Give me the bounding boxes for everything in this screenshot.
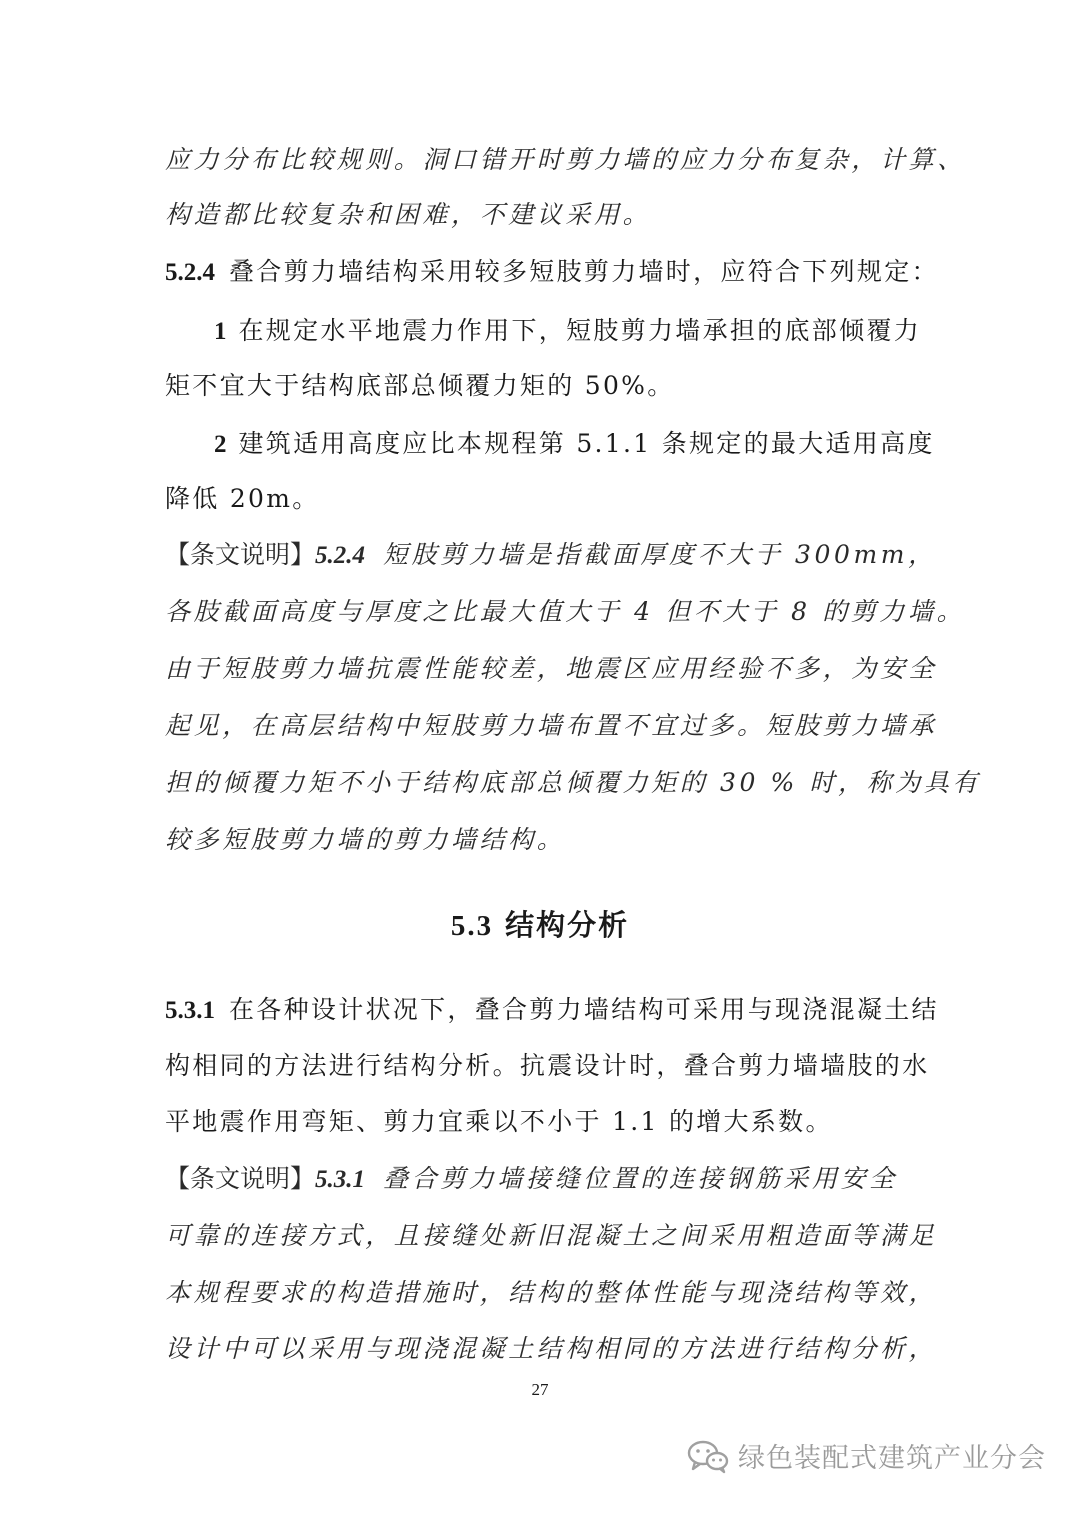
commentary-text: 短肢剪力墙是指截面厚度不大于 300mm， — [383, 540, 937, 569]
page-number: 27 — [531, 1380, 549, 1399]
commentary-text: 叠合剪力墙接缝位置的连接钢筋采用安全 — [383, 1164, 898, 1193]
section-title: 结构分析 — [505, 908, 630, 942]
commentary-line: 由于短肢剪力墙抗震性能较差，地震区应用经验不多，为安全 — [165, 654, 938, 683]
section-heading — [0, 903, 1080, 944]
commentary-line: 各肢截面高度与厚度之比最大值大于 4 但不大于 8 的剪力墙。 — [165, 597, 966, 626]
clause-number: 5.2.4 — [165, 259, 215, 286]
section-number: 5.3 — [450, 910, 494, 942]
clause-text: 在各种设计状况下，叠合剪力墙结构可采用与现浇混凝土结 — [229, 995, 939, 1024]
clause-5-2-4 — [165, 257, 939, 288]
item-text: 建筑适用高度应比本规程第 5.1.1 条规定的最大适用高度 — [238, 429, 935, 458]
commentary-line: 构造都比较复杂和困难，不建议采用。 — [165, 200, 652, 229]
commentary-number: 5.2.4 — [315, 542, 366, 569]
commentary-line: 设计中可以采用与现浇混凝土结构相同的方法进行结构分析， — [165, 1334, 938, 1363]
commentary-5-2-4 — [165, 540, 937, 571]
commentary-line: 较多短肢剪力墙的剪力墙结构。 — [165, 825, 566, 854]
commentary-tag: 【条文说明】 — [165, 1164, 316, 1193]
commentary-line: 起见，在高层结构中短肢剪力墙布置不宜过多。短肢剪力墙承 — [165, 711, 938, 740]
item-number: 1 — [214, 318, 227, 345]
commentary-tag: 【条文说明】 — [165, 540, 316, 569]
commentary-line: 应力分布比较规则。洞口错开时剪力墙的应力分布复杂，计算、 — [165, 145, 966, 174]
watermark-text: 绿色装配式建筑产业分会 — [738, 1443, 1046, 1474]
body-line: 降低 20m。 — [165, 484, 320, 513]
commentary-line: 本规程要求的构造措施时，结构的整体性能与现浇结构等效， — [165, 1278, 938, 1307]
wechat-icon — [686, 1438, 730, 1474]
clause-number: 5.3.1 — [165, 997, 215, 1024]
watermark — [686, 1436, 1046, 1475]
item-text: 在规定水平地震力作用下，短肢剪力墙承担的底部倾覆力 — [238, 316, 922, 345]
clause-5-3-1 — [165, 995, 939, 1026]
item-number: 2 — [214, 431, 227, 458]
clause-text: 叠合剪力墙结构采用较多短肢剪力墙时，应符合下列规定： — [229, 257, 939, 286]
body-line: 平地震作用弯矩、剪力宜乘以不小于 1.1 的增大系数。 — [165, 1107, 833, 1136]
commentary-line: 可靠的连接方式，且接缝处新旧混凝土之间采用粗造面等满足 — [165, 1221, 938, 1250]
commentary-line: 担的倾覆力矩不小于结构底部总倾覆力矩的 30 % 时，称为具有 — [165, 768, 982, 797]
clause-item-1 — [214, 316, 922, 347]
body-line: 矩不宜大于结构底部总倾覆力矩的 50%。 — [165, 371, 675, 400]
commentary-number: 5.3.1 — [315, 1166, 366, 1193]
clause-item-2 — [214, 429, 935, 460]
body-line: 构相同的方法进行结构分析。抗震设计时，叠合剪力墙墙肢的水 — [165, 1051, 930, 1080]
commentary-5-3-1 — [165, 1164, 898, 1195]
